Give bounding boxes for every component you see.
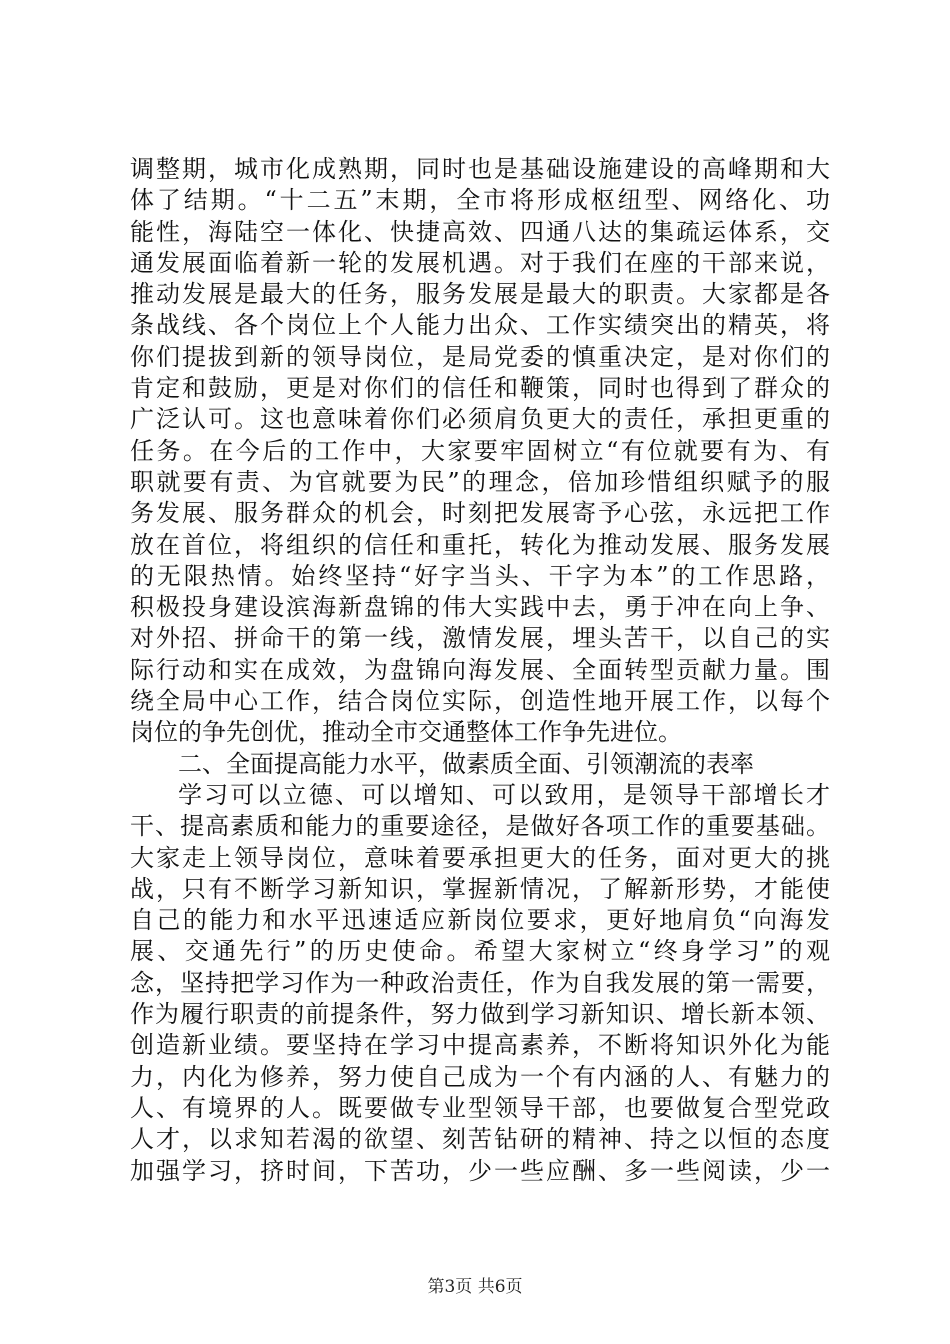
text-line: 学习可以立德、可以增知、可以致用，是领导干部增长才 [178, 780, 830, 809]
text-line: 务发展、服务群众的机会，时刻把发展寄予心弦，永远把工作 [130, 499, 830, 528]
text-line: 体了结期。“十二五”末期，全市将形成枢纽型、网络化、功 [130, 186, 830, 215]
text-line: 战，只有不断学习新知识，掌握新情况，了解新形势，才能使 [130, 874, 830, 903]
text-line: 展、交通先行”的历史使命。希望大家树立“终身学习”的观 [130, 937, 830, 966]
text-line: 创造新业绩。要坚持在学习中提高素养，不断将知识外化为能 [130, 1031, 830, 1060]
section-heading [130, 749, 830, 780]
text-line: 任务。在今后的工作中，大家要牢固树立“有位就要有为、有 [130, 436, 830, 465]
text-line: 作为履行职责的前提条件，努力做到学习新知识、增长新本领、 [130, 1000, 830, 1029]
paragraph [130, 154, 830, 749]
text-line: 条战线、各个岗位上个人能力出众、工作实绩突出的精英，将 [130, 311, 830, 340]
text-line: 推动发展是最大的任务，服务发展是最大的职责。大家都是各 [130, 280, 830, 309]
text-line: 你们提拔到新的领导岗位，是局党委的慎重决定，是对你们的 [130, 342, 830, 371]
text-line: 人、有境界的人。既要做专业型领导干部，也要做复合型党政 [130, 1093, 830, 1122]
page-footer: 第3页 共6页 [427, 1277, 523, 1297]
text-line: 积极投身建设滨海新盘锦的伟大实践中去，勇于冲在向上争、 [130, 593, 830, 622]
text-line: 绕全局中心工作，结合岗位实际，创造性地开展工作，以每个 [130, 687, 830, 716]
text-line: 放在首位，将组织的信任和重托，转化为推动发展、服务发展 [130, 530, 830, 559]
text-line: 广泛认可。这也意味着你们必须肩负更大的责任，承担更重的 [130, 405, 830, 434]
text-line: 念，坚持把学习作为一种政治责任，作为自我发展的第一需要， [130, 968, 830, 997]
text-line: 加强学习，挤时间，下苦功，少一些应酬、多一些阅读，少一 [130, 1156, 830, 1185]
paragraph [130, 780, 830, 1187]
document-body [130, 154, 830, 1187]
text-line: 能性，海陆空一体化、快捷高效、四通八达的集疏运体系，交 [130, 217, 830, 246]
text-line: 的无限热情。始终坚持“好字当头、干字为本”的工作思路， [130, 561, 830, 590]
text-line: 二、全面提高能力水平，做素质全面、引领潮流的表率 [178, 749, 754, 778]
text-line: 对外招、拼命干的第一线，激情发展，埋头苦干，以自己的实 [130, 624, 830, 653]
text-line: 岗位的争先创优，推动全市交通整体工作争先进位。 [130, 718, 682, 747]
text-line: 大家走上领导岗位，意味着要承担更大的任务，面对更大的挑 [130, 843, 830, 872]
text-line: 调整期，城市化成熟期，同时也是基础设施建设的高峰期和大 [130, 155, 830, 183]
text-line: 通发展面临着新一轮的发展机遇。对于我们在座的干部来说， [130, 248, 830, 277]
text-line: 职就要有责、为官就要为民”的理念，倍加珍惜组织赋予的服 [130, 467, 830, 496]
text-line: 肯定和鼓励，更是对你们的信任和鞭策，同时也得到了群众的 [130, 374, 830, 403]
text-line: 干、提高素质和能力的重要途径，是做好各项工作的重要基础。 [130, 812, 830, 841]
text-line: 际行动和实在成效，为盘锦向海发展、全面转型贡献力量。围 [130, 655, 830, 684]
text-line: 力，内化为修养，努力使自己成为一个有内涵的人、有魅力的 [130, 1062, 830, 1091]
text-line: 人才，以求知若渴的欲望、刻苦钻研的精神、持之以恒的态度 [130, 1125, 830, 1154]
text-line: 自己的能力和水平迅速适应新岗位要求，更好地肩负“向海发 [130, 906, 830, 935]
